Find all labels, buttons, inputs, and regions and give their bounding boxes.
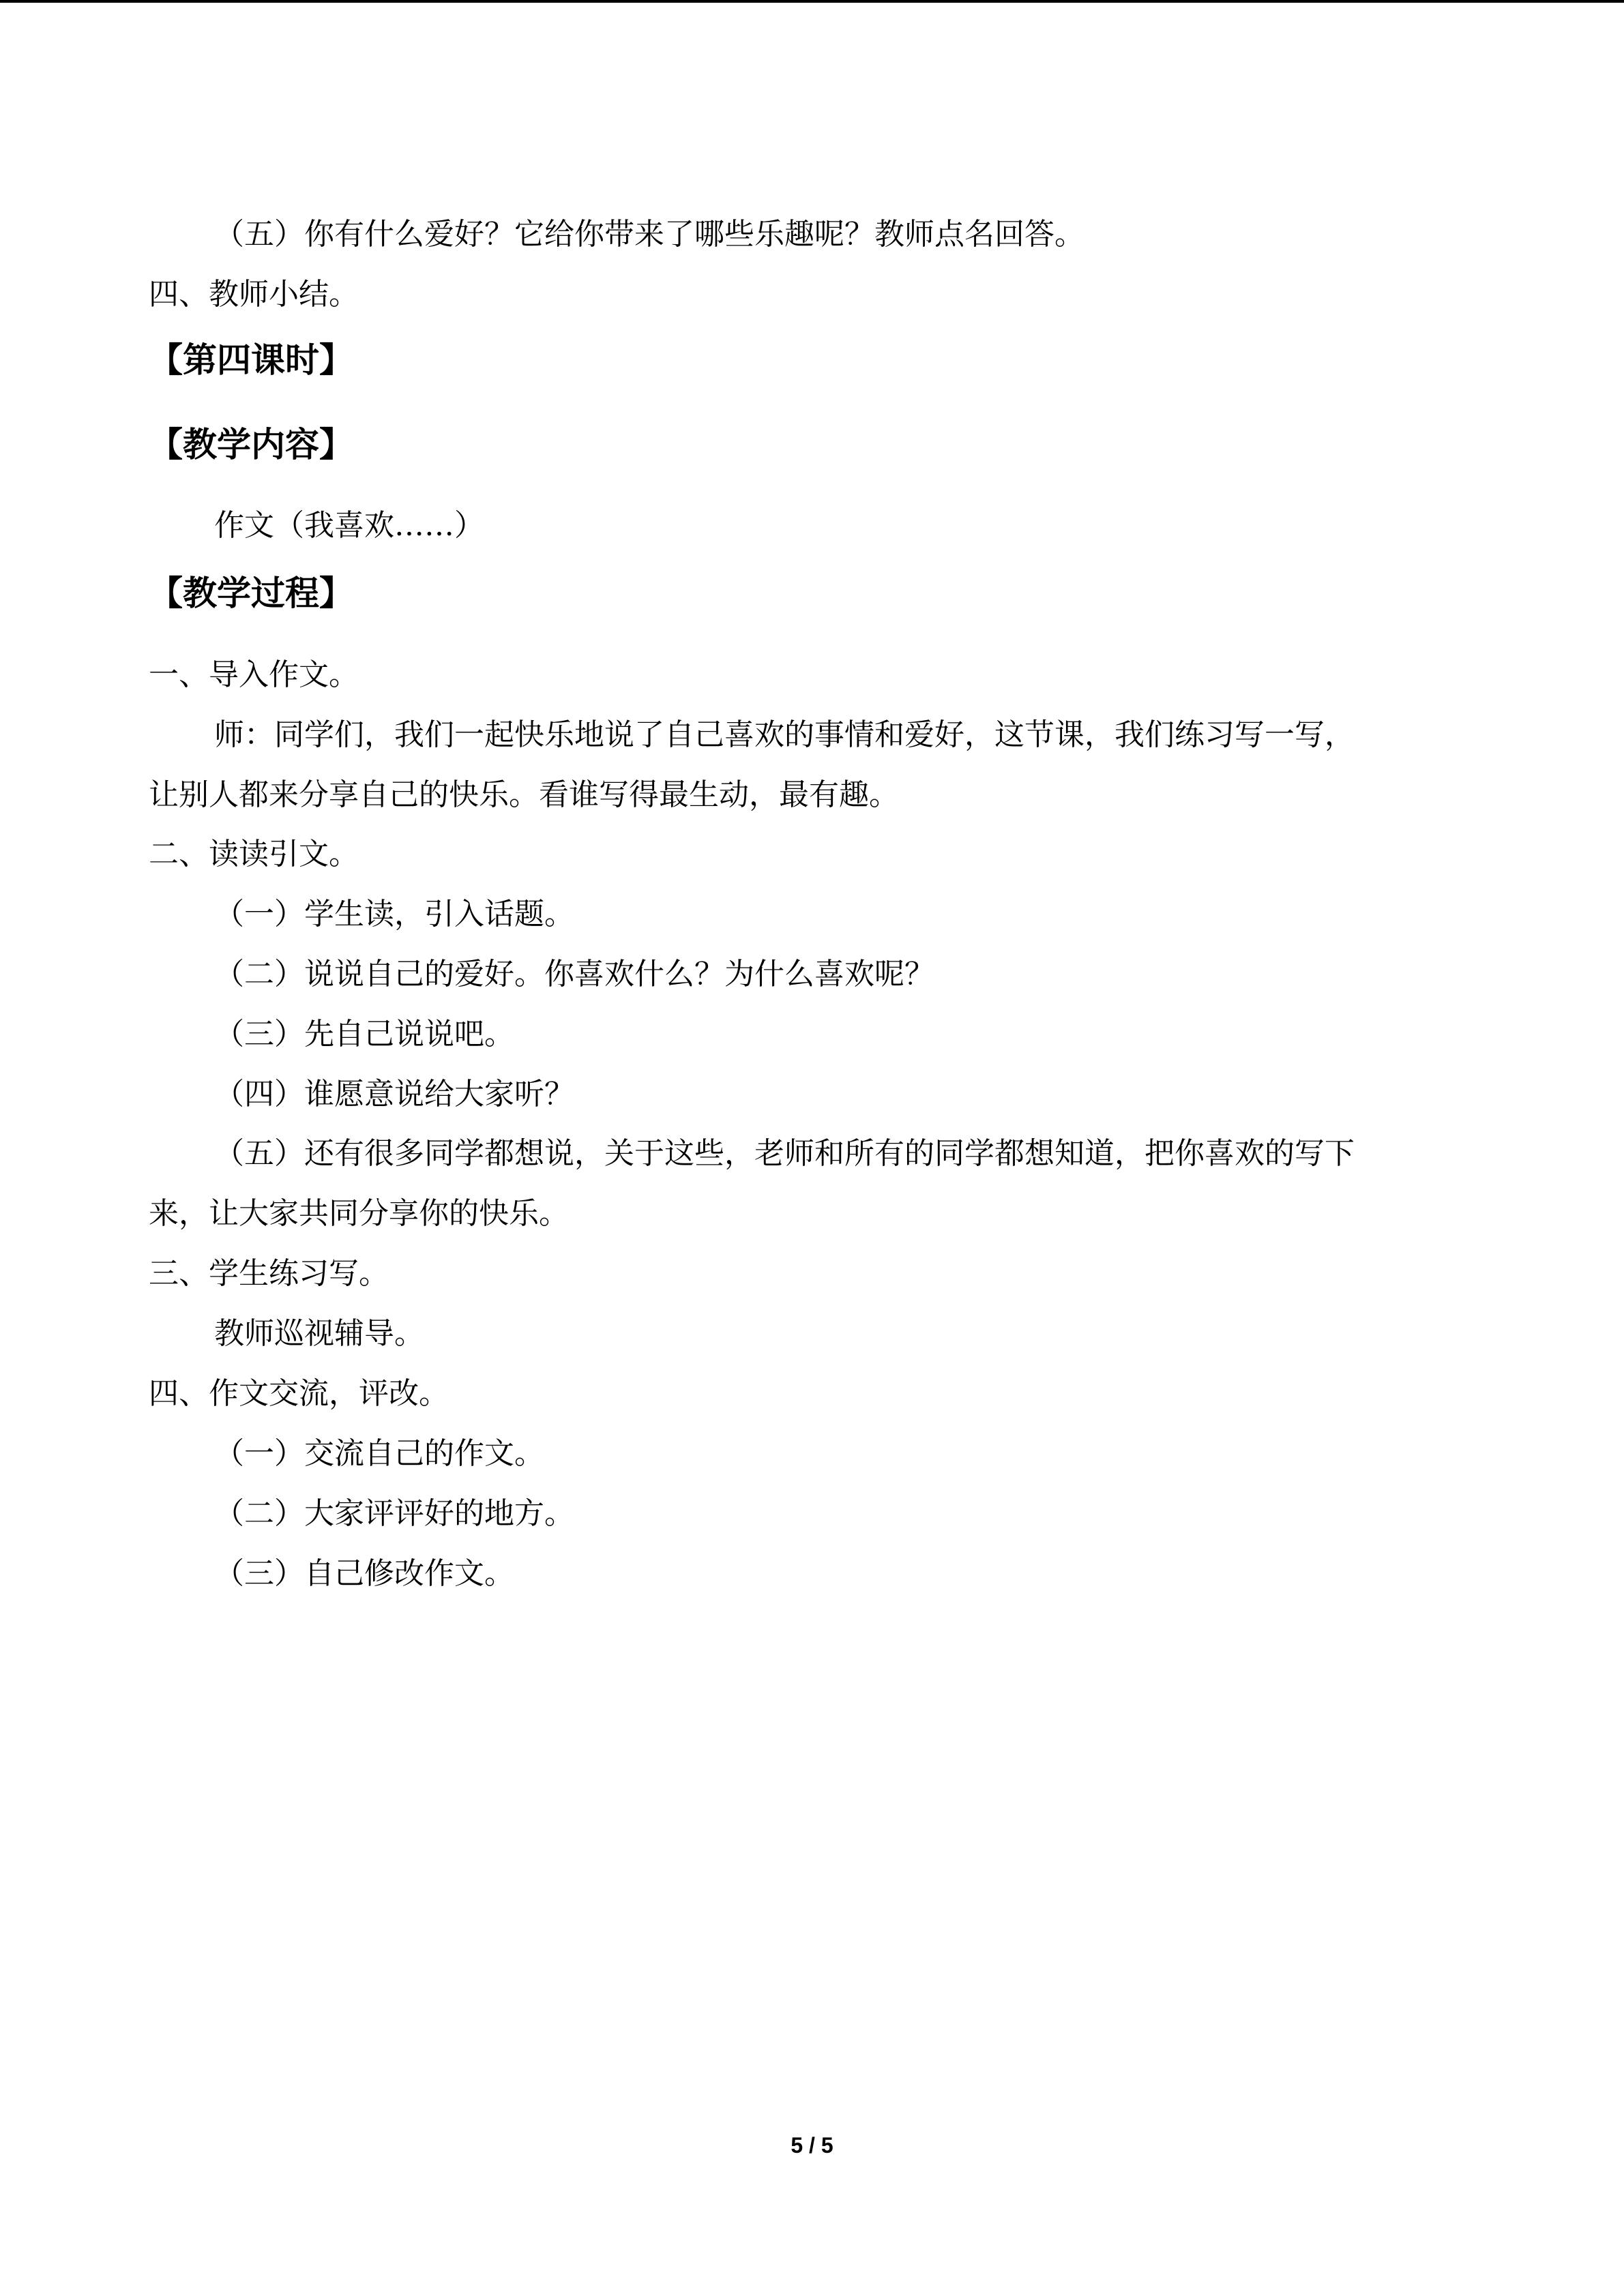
teacher-intro-paragraph-line-2: 让别人都来分享自己的快乐。看谁写得最生动，最有趣。 xyxy=(149,777,899,812)
heading-teaching-process: 【教学过程】 xyxy=(149,573,353,613)
heading-teaching-content: 【教学内容】 xyxy=(149,425,353,464)
review-item-3: （三）自己修改作文。 xyxy=(214,1556,514,1591)
section-student-writing: 三、学生练习写。 xyxy=(149,1256,389,1291)
list-item-1: （一）学生读，引入话题。 xyxy=(214,897,574,931)
heading-fourth-lesson: 【第四课时】 xyxy=(149,340,353,380)
page-number: 5 / 5 xyxy=(791,2133,833,2158)
list-item-3: （三）先自己说说吧。 xyxy=(214,1017,514,1052)
teacher-intro-paragraph-line-1: 师：同学们，我们一起快乐地说了自己喜欢的事情和爱好，这节课，我们练习写一写， xyxy=(214,717,1355,752)
section-exchange-review: 四、作文交流，评改。 xyxy=(149,1376,449,1411)
section-read-introduction: 二、读读引文。 xyxy=(149,837,359,871)
section-introduce-composition: 一、导入作文。 xyxy=(149,657,359,692)
section-teacher-summary: 四、教师小结。 xyxy=(149,277,359,312)
list-item-5-line-2: 来，让大家共同分享你的快乐。 xyxy=(149,1196,569,1231)
list-item-5-line-1: （五）还有很多同学都想说，关于这些，老师和所有的同学都想知道，把你喜欢的写下 xyxy=(214,1136,1355,1171)
teaching-content-text: 作文（我喜欢……） xyxy=(214,508,484,543)
review-item-2: （二）大家评评好的地方。 xyxy=(214,1496,574,1531)
list-item-5-hobby-question: （五）你有什么爱好？它给你带来了哪些乐趣呢？教师点名回答。 xyxy=(214,217,1084,252)
list-item-4: （四）谁愿意说给大家听？ xyxy=(214,1077,574,1112)
teacher-guidance-text: 教师巡视辅导。 xyxy=(214,1316,424,1351)
list-item-2: （二）说说自己的爱好。你喜欢什么？为什么喜欢呢？ xyxy=(214,957,934,992)
review-item-1: （一）交流自己的作文。 xyxy=(214,1436,544,1471)
top-border-line xyxy=(0,0,1624,3)
